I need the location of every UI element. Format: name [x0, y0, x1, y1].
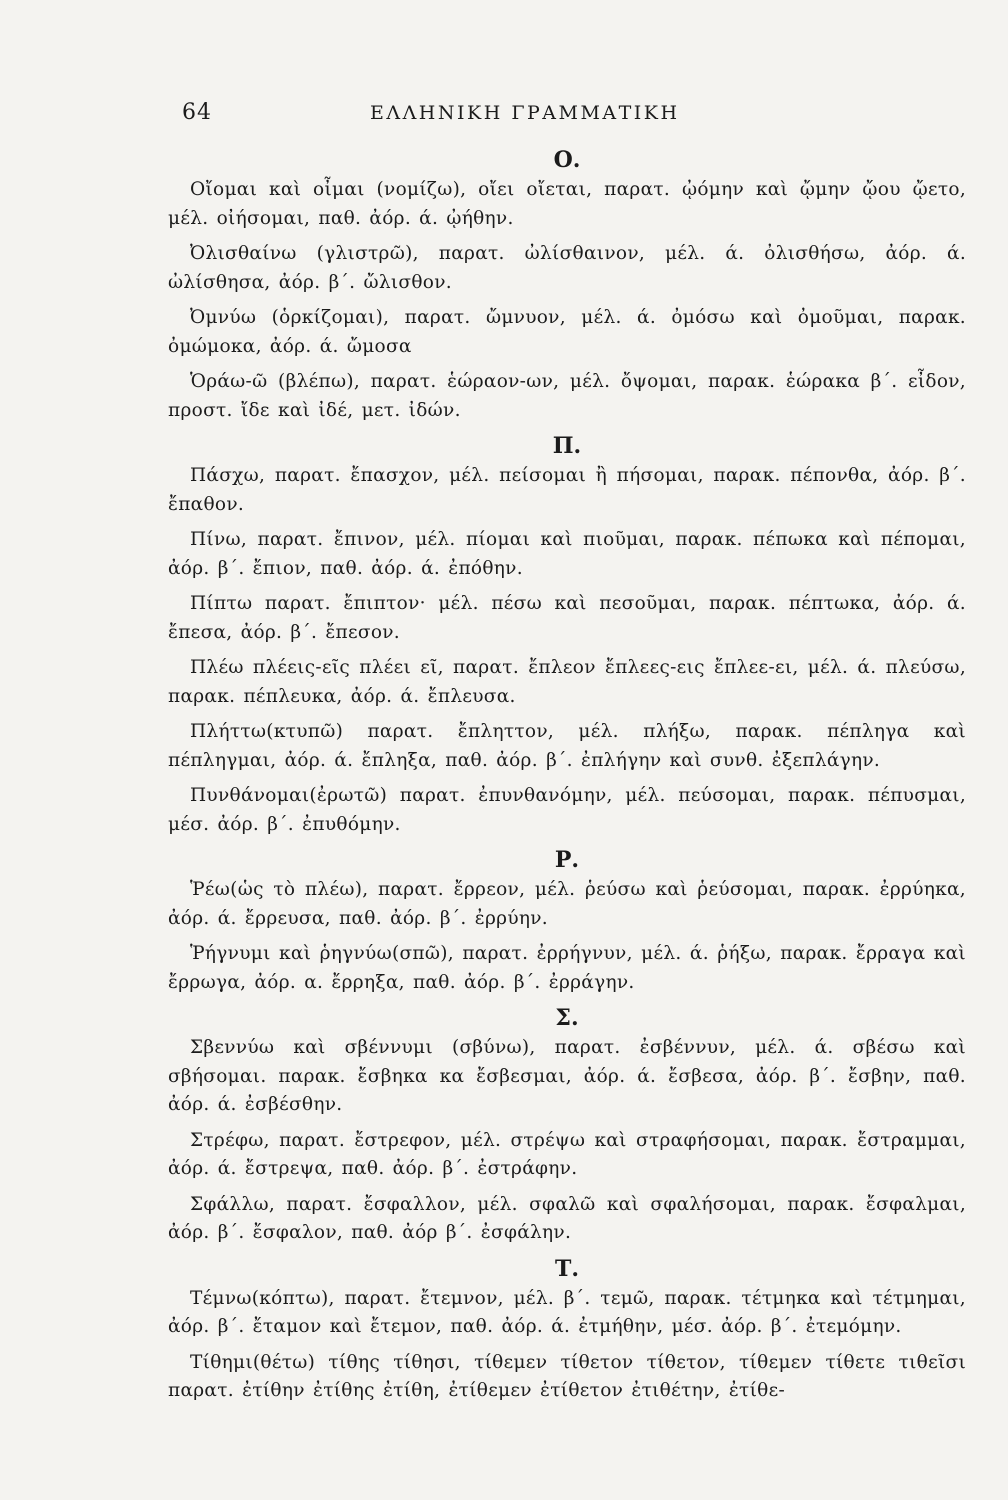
verb-entry: Σφάλλω, παρατ. ἔσφαλλον, μέλ. σφαλῶ καὶ σφαλήσομαι, παρακ. ἔσφαλμαι, ἀόρ. β΄. ἔσφαλον, παθ. ἀόρ β΄. ἐσφάλην. — [168, 1193, 966, 1243]
verb-entry: Πάσχω, παρατ. ἔπασχον, μέλ. πείσομαι ἢ πήσομαι, παρακ. πέπονθα, ἀόρ. β΄. ἔπαθον. — [168, 465, 966, 515]
verb-entry: Σβεννύω καὶ σβέννυμι (σβύνω), παρατ. ἐσβέννυν, μέλ. ά. σβέσω καὶ σβήσομαι. παρακ. ἔσβηκα κα ἔσβεσμαι, ἀόρ. ά. ἔσβεσα, ἀόρ. β΄. ἔσβην, παθ. ἀόρ. ά. ἐσβέσθην. — [168, 1037, 966, 1115]
grammar-body — [168, 146, 966, 1406]
section-letter-omicron: Ο. — [553, 147, 581, 173]
verb-entry: Τέμνω(κόπτω), παρατ. ἔτεμνον, μέλ. β΄. τεμῶ, παρακ. τέτμηκα καὶ τέτμημαι, ἀόρ. β΄. ἔταμον καὶ ἔτεμον, παθ. ἀόρ. ά. ἐτμήθην, μέσ. ἀόρ. β΄. ἐτεμόμην. — [168, 1287, 966, 1337]
verb-entry: Ῥέω(ὡς τὸ πλέω), παρατ. ἔρρεον, μέλ. ῥεύσω καὶ ῥεύσομαι, παρακ. ἐρρύηκα, ἀόρ. ά. ἔρρευσα, παθ. ἀόρ. β΄. ἐρρύην. — [168, 879, 966, 929]
verb-entry: Πλήττω(κτυπῶ) παρατ. ἔπληττον, μέλ. πλήξω, παρακ. πέπληγα καὶ πέπληγμαι, ἀόρ. ά. ἔπληξα, παθ. ἀόρ. β΄. ἐπλήγην καὶ συνθ. ἐξεπλάγην. — [168, 721, 966, 771]
verb-entry: Στρέφω, παρατ. ἔστρεφον, μέλ. στρέψω καὶ στραφήσομαι, παρακ. ἔστραμμαι, ἀόρ. ά. ἔστρεψα, παθ. ἀόρ. β΄. ἐστράφην. — [168, 1129, 966, 1179]
section-letter-rho: Ρ. — [554, 847, 580, 873]
verb-entry: Πλέω πλέεις-εῖς πλέει εῖ, παρατ. ἔπλεον ἔπλεες-εις ἔπλεε-ει, μέλ. ά. πλεύσω, παρακ. πέπλευκα, ἀόρ. ά. ἔπλευσα. — [168, 657, 966, 707]
page-number: 64 — [182, 100, 212, 125]
verb-entry: Οἴομαι καὶ οἶμαι (νομίζω), οἴει οἴεται, παρατ. ᾠόμην καὶ ᾤμην ᾤου ᾤετο, μέλ. οἰήσομαι, παθ. ἀόρ. ά. ᾠήθην. — [168, 179, 966, 229]
verb-entry: Ῥήγνυμι καὶ ῥηγνύω(σπῶ), παρατ. ἐρρήγνυν, μέλ. ά. ῥήξω, παρακ. ἔρραγα καὶ ἔρρωγα, ἀόρ. α. ἔρρηξα, παθ. ἀόρ. β΄. ἐρράγην. — [168, 943, 966, 993]
verb-entry: Τίθημι(θέτω) τίθης τίθησι, τίθεμεν τίθετον τίθετον, τίθεμεν τίθετε τιθεῖσι παρατ. ἐτίθην ἐτίθης ἐτίθη, ἐτίθεμεν ἐτίθετον ἐτιθέτην, ἐτίθε- — [168, 1351, 966, 1401]
section-letter-sigma: Σ. — [555, 1005, 579, 1031]
section-letter-pi: Π. — [552, 433, 582, 459]
running-title: ΕΛΛΗΝΙΚΗ ΓΡΑΜΜΑΤΙΚΗ — [370, 102, 680, 124]
verb-entry: Πίνω, παρατ. ἔπινον, μέλ. πίομαι καὶ πιοῦμαι, παρακ. πέπωκα καὶ πέπομαι, ἀόρ. β΄. ἔπιον, παθ. ἀόρ. ά. ἐπόθην. — [168, 529, 966, 579]
verb-entry: Πυνθάνομαι(ἐρωτῶ) παρατ. ἐπυνθανόμην, μέλ. πεύσομαι, παρακ. πέπυσμαι, μέσ. ἀόρ. β΄. ἐπυθόμην. — [168, 785, 966, 835]
verb-entry: Ὀμνύω (ὁρκίζομαι), παρατ. ὤμνυον, μέλ. ά. ὀμόσω καὶ ὀμοῦμαι, παρακ. ὀμώμοκα, ἀόρ. ά. ὤμοσα — [168, 307, 966, 357]
verb-entry: Ὁράω-ῶ (βλέπω), παρατ. ἑώραον-ων, μέλ. ὄψομαι, παρακ. ἑώρακα β΄. εἶδον, προστ. ἴδε καὶ ἰδέ, μετ. ἰδών. — [168, 371, 966, 421]
page-header — [182, 100, 966, 130]
verb-entry: Πίπτω παρατ. ἔπιπτον· μέλ. πέσω καὶ πεσοῦμαι, παρακ. πέπτωκα, ἀόρ. ά. ἔπεσα, ἀόρ. β΄. ἔπεσον. — [168, 593, 966, 643]
verb-entry: Ὀλισθαίνω (γλιστρῶ), παρατ. ὠλίσθαινον, μέλ. ά. ὀλισθήσω, ἀόρ. ά. ὠλίσθησα, ἀόρ. β΄. ὤλισθον. — [168, 243, 966, 293]
section-letter-tau: Τ. — [554, 1255, 580, 1282]
